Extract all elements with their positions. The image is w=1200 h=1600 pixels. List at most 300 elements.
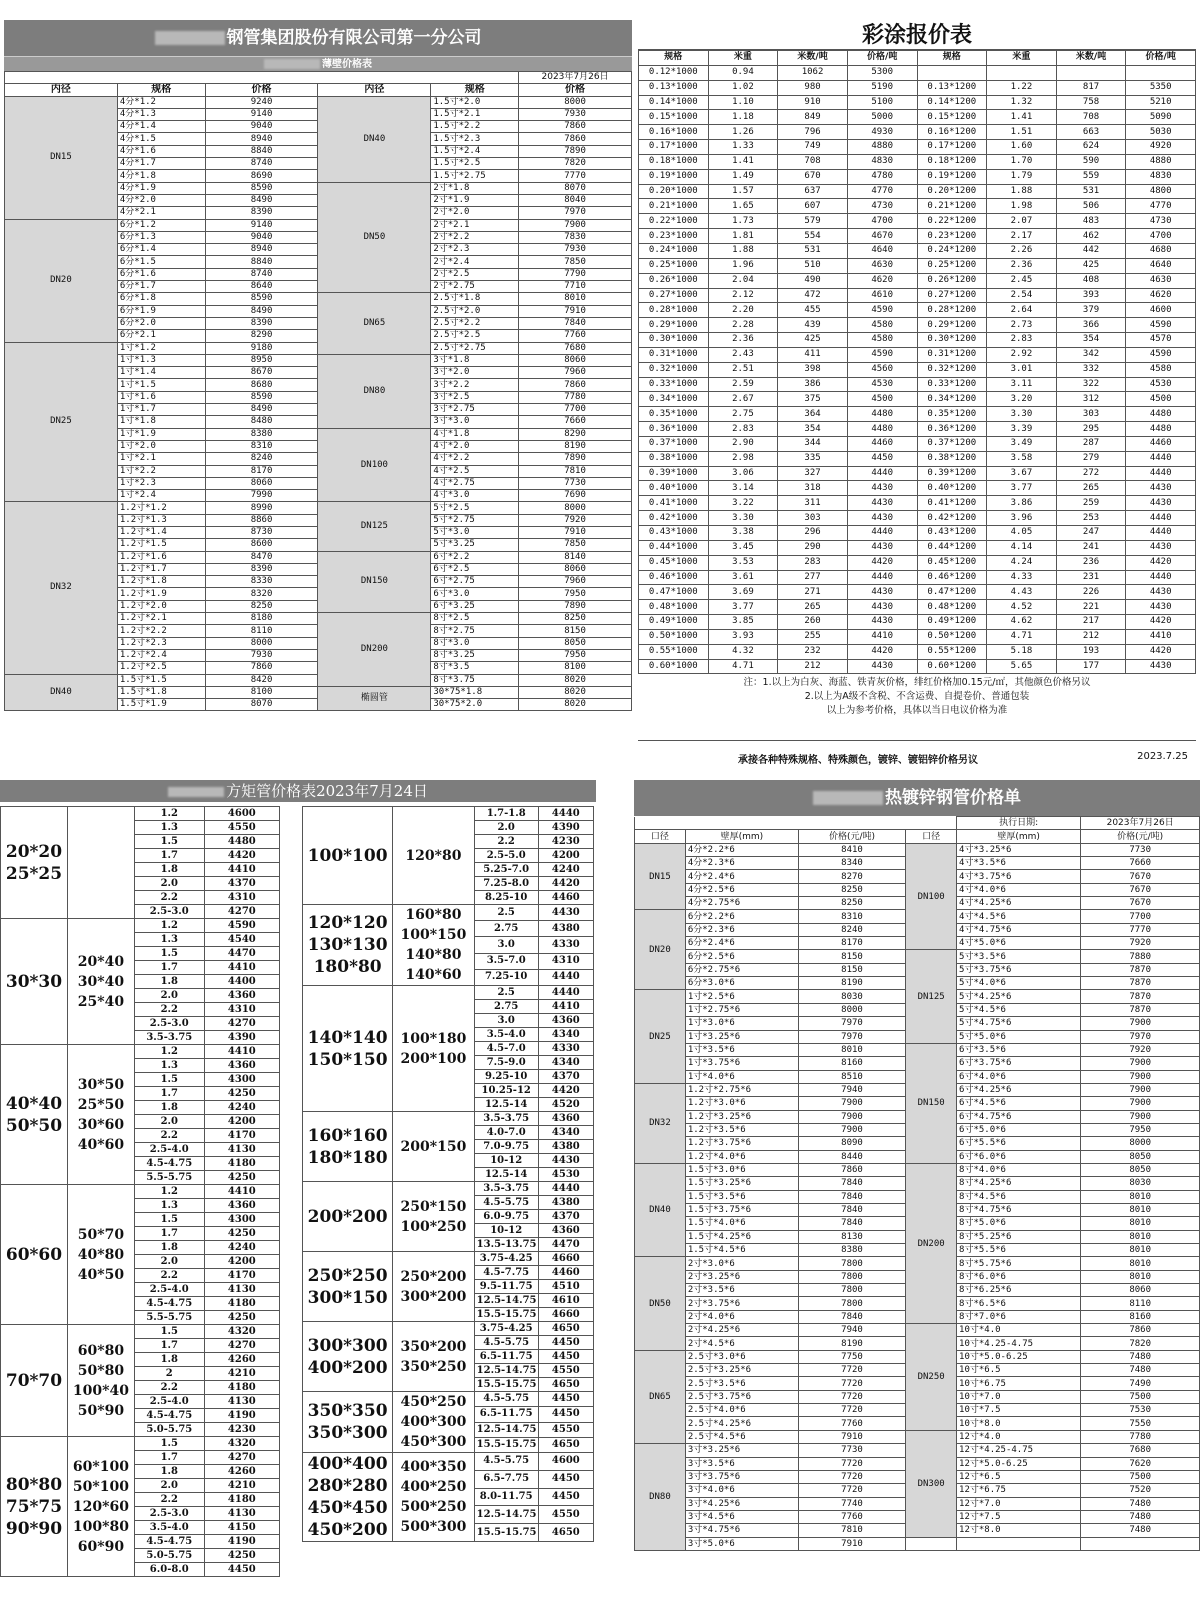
table-cell: 4430 bbox=[847, 540, 917, 555]
size-group-cell: DN40 bbox=[5, 674, 118, 711]
table-row bbox=[303, 1252, 594, 1266]
table-cell: 0.32*1000 bbox=[639, 362, 709, 377]
price-cell: 7930 bbox=[519, 244, 632, 256]
spec-cell: 2寸*2.75 bbox=[431, 281, 519, 293]
price-cell: 7900 bbox=[1081, 1110, 1200, 1123]
table-row bbox=[639, 466, 1196, 481]
price-cell: 4380 bbox=[538, 921, 593, 937]
price-cell: 8070 bbox=[205, 699, 318, 711]
size-cell: 300*300 400*200 bbox=[303, 1322, 393, 1392]
table-row bbox=[639, 540, 1196, 555]
table-row bbox=[639, 303, 1196, 318]
thickness-cell: 1.2 bbox=[134, 1185, 204, 1199]
price-cell: 8380 bbox=[798, 1244, 905, 1257]
size-group-cell: DN200 bbox=[318, 613, 431, 687]
table-cell: 0.50*1000 bbox=[639, 629, 709, 644]
galvanized-title: 热镀锌钢管价格单 bbox=[634, 780, 1200, 816]
table-cell: 4410 bbox=[1126, 629, 1196, 644]
spec-cell: 5寸*2.5 bbox=[431, 502, 519, 514]
spec-cell: 1.2寸*1.7 bbox=[117, 563, 205, 575]
price-cell: 4370 bbox=[538, 1210, 593, 1224]
price-cell: 7960 bbox=[519, 576, 632, 588]
price-cell: 8600 bbox=[205, 539, 318, 551]
spec-cell: 1.2寸*2.75*6 bbox=[685, 1083, 798, 1096]
table-cell: 0.46*1200 bbox=[917, 570, 987, 585]
spec-cell: 1寸*2.0 bbox=[117, 440, 205, 452]
column-header: 价格 bbox=[519, 84, 632, 96]
price-cell: 7750 bbox=[798, 1350, 905, 1363]
table-cell: 386 bbox=[778, 377, 848, 392]
spec-cell: 5寸*3.25 bbox=[431, 539, 519, 551]
table-cell: 4730 bbox=[1126, 214, 1196, 229]
table-cell: 0.39*1200 bbox=[917, 466, 987, 481]
table-cell: 0.44*1000 bbox=[639, 540, 709, 555]
spec-cell: 1寸*1.3 bbox=[117, 354, 205, 366]
spec-cell: 4寸*2.5 bbox=[431, 465, 519, 477]
price-cell: 7660 bbox=[519, 416, 632, 428]
table-row bbox=[639, 110, 1196, 125]
table-cell: 490 bbox=[778, 273, 848, 288]
table-row bbox=[1, 919, 280, 933]
table-row bbox=[1, 807, 280, 821]
table-cell: 5000 bbox=[847, 110, 917, 125]
spec-cell: 6分*2.3*6 bbox=[685, 923, 798, 936]
table-cell: 212 bbox=[778, 659, 848, 674]
table-cell: 0.12*1000 bbox=[639, 65, 709, 80]
price-cell: 7910 bbox=[798, 1537, 905, 1550]
price-cell: 4650 bbox=[538, 1437, 593, 1452]
price-cell: 8160 bbox=[1081, 1310, 1200, 1323]
table-cell: 1062 bbox=[778, 65, 848, 80]
size-cell: 400*400 280*280 450*450 450*200 bbox=[303, 1453, 393, 1542]
size-group-cell: 椭圆管 bbox=[318, 686, 431, 711]
table-cell: 579 bbox=[778, 214, 848, 229]
table-cell: 1.32 bbox=[987, 95, 1057, 110]
thickness-cell: 15.5-15.75 bbox=[474, 1524, 538, 1542]
table-cell: 3.58 bbox=[987, 451, 1057, 466]
price-cell: 4130 bbox=[204, 1283, 279, 1297]
spec-cell: 8寸*4.5*6 bbox=[957, 1190, 1081, 1203]
table-cell: 4430 bbox=[847, 511, 917, 526]
size-group-cell: DN40 bbox=[635, 1163, 686, 1256]
table-cell: 3.39 bbox=[987, 422, 1057, 437]
spec-cell: 3寸*3.25*6 bbox=[685, 1444, 798, 1457]
empty-cell bbox=[1081, 1537, 1200, 1550]
column-header: 内径 bbox=[318, 84, 431, 96]
table-cell: 0.15*1000 bbox=[639, 110, 709, 125]
price-cell: 4270 bbox=[204, 905, 279, 919]
price-cell: 4130 bbox=[204, 1143, 279, 1157]
price-cell: 8010 bbox=[519, 293, 632, 305]
price-cell: 8000 bbox=[205, 637, 318, 649]
table-cell: 1.65 bbox=[708, 199, 778, 214]
price-cell: 4190 bbox=[204, 1535, 279, 1549]
table-cell: 0.14*1200 bbox=[917, 95, 987, 110]
table-cell: 4430 bbox=[1126, 496, 1196, 511]
table-cell: 260 bbox=[778, 615, 848, 630]
size-cell: 20*20 25*25 bbox=[1, 807, 68, 919]
table-cell: 2.67 bbox=[708, 392, 778, 407]
spec-cell: 2寸*1.8 bbox=[431, 182, 519, 194]
table-row bbox=[639, 555, 1196, 570]
table-cell: 708 bbox=[778, 154, 848, 169]
spec-cell: 6分*2.1 bbox=[117, 330, 205, 342]
price-cell: 7840 bbox=[798, 1177, 905, 1190]
table-cell: 4440 bbox=[1126, 451, 1196, 466]
spec-cell: 8寸*3.75 bbox=[431, 674, 519, 686]
price-cell: 4650 bbox=[538, 1524, 593, 1542]
alt-size-cell: 50*70 40*80 40*50 bbox=[67, 1185, 134, 1325]
thickness-cell: 1.7 bbox=[134, 1227, 204, 1241]
table-cell: 0.30*1200 bbox=[917, 333, 987, 348]
table-cell: 0.14*1000 bbox=[639, 95, 709, 110]
table-row bbox=[303, 1392, 594, 1407]
table-row bbox=[635, 950, 1200, 963]
spec-cell: 4寸*2.0 bbox=[431, 440, 519, 452]
table-cell: 4430 bbox=[1126, 585, 1196, 600]
blurred-logo bbox=[155, 31, 225, 45]
thickness-cell: 1.3 bbox=[134, 821, 204, 835]
table-cell: 2.64 bbox=[987, 303, 1057, 318]
table-cell: 2.90 bbox=[708, 436, 778, 451]
size-group-cell: DN300 bbox=[906, 1430, 957, 1537]
price-cell: 8000 bbox=[519, 502, 632, 514]
price-cell: 8060 bbox=[205, 477, 318, 489]
table-cell: 0.40*1200 bbox=[917, 481, 987, 496]
price-cell: 7900 bbox=[1081, 1017, 1200, 1030]
price-cell: 8310 bbox=[798, 910, 905, 923]
table-cell: 5090 bbox=[1126, 110, 1196, 125]
thickness-cell: 3.5-3.75 bbox=[474, 1112, 538, 1126]
price-cell: 8290 bbox=[519, 428, 632, 440]
price-cell: 4450 bbox=[538, 1407, 593, 1422]
table-cell: 2.28 bbox=[708, 318, 778, 333]
table-cell: 4.14 bbox=[987, 540, 1057, 555]
size-group-cell: DN25 bbox=[635, 990, 686, 1083]
spec-cell: 4寸*2.75 bbox=[431, 477, 519, 489]
table-cell: 4680 bbox=[1126, 243, 1196, 258]
thickness-cell: 3.5-3.75 bbox=[474, 1182, 538, 1196]
price-cell: 7730 bbox=[798, 1444, 905, 1457]
price-cell: 7850 bbox=[519, 256, 632, 268]
spec-cell: 8寸*4.25*6 bbox=[957, 1177, 1081, 1190]
price-cell: 4190 bbox=[204, 1409, 279, 1423]
spec-cell: 2寸*4.5*6 bbox=[685, 1337, 798, 1350]
table-cell: 4440 bbox=[1126, 570, 1196, 585]
table-cell bbox=[1126, 65, 1196, 80]
thickness-cell: 15.5-15.75 bbox=[474, 1378, 538, 1392]
table-cell: 0.48*1200 bbox=[917, 600, 987, 615]
spec-cell: 8寸*4.0*6 bbox=[957, 1163, 1081, 1176]
square-tube-table bbox=[0, 806, 280, 1577]
price-cell: 8240 bbox=[205, 453, 318, 465]
price-cell: 4380 bbox=[538, 1196, 593, 1210]
price-cell: 4430 bbox=[538, 905, 593, 921]
table-cell: 1.02 bbox=[708, 80, 778, 95]
size-cell: 160*160 180*180 bbox=[303, 1112, 393, 1182]
price-cell: 8240 bbox=[798, 923, 905, 936]
price-cell: 4300 bbox=[204, 1073, 279, 1087]
spec-cell: 1.2寸*3.75*6 bbox=[685, 1137, 798, 1150]
table-cell: 4600 bbox=[1126, 303, 1196, 318]
table-cell: 1.26 bbox=[708, 125, 778, 140]
table-cell: 265 bbox=[1056, 481, 1126, 496]
price-cell: 7720 bbox=[798, 1457, 905, 1470]
thickness-cell: 3.5-7.0 bbox=[474, 953, 538, 969]
price-cell: 9140 bbox=[205, 108, 318, 120]
spec-cell: 1.5寸*3.5*6 bbox=[685, 1190, 798, 1203]
table-cell: 1.22 bbox=[987, 80, 1057, 95]
table-row bbox=[639, 273, 1196, 288]
price-cell: 4440 bbox=[538, 969, 593, 985]
color-coated-table bbox=[638, 50, 1196, 674]
spec-cell: 1.2寸*1.9 bbox=[117, 588, 205, 600]
thickness-cell: 4.5-5.75 bbox=[474, 1453, 538, 1471]
thickness-cell: 5.25-7.0 bbox=[474, 863, 538, 877]
table-cell: 408 bbox=[1056, 273, 1126, 288]
table-cell: 0.55*1000 bbox=[639, 644, 709, 659]
price-cell: 4470 bbox=[538, 1238, 593, 1252]
price-cell: 7760 bbox=[798, 1510, 905, 1523]
table-row bbox=[1, 1325, 280, 1339]
table-row bbox=[639, 65, 1196, 80]
table-cell: 1.70 bbox=[987, 154, 1057, 169]
table-cell: 3.67 bbox=[987, 466, 1057, 481]
table-cell: 0.36*1000 bbox=[639, 422, 709, 437]
price-cell: 7520 bbox=[1081, 1484, 1200, 1497]
spec-cell: 2寸*4.0*6 bbox=[685, 1310, 798, 1323]
price-cell: 8840 bbox=[205, 145, 318, 157]
table-row bbox=[639, 333, 1196, 348]
spec-cell: 2寸*2.4 bbox=[431, 256, 519, 268]
price-cell: 7840 bbox=[798, 1190, 905, 1203]
price-cell: 7860 bbox=[519, 121, 632, 133]
price-cell: 8170 bbox=[798, 937, 905, 950]
spec-cell: 12寸*4.25-4.75 bbox=[957, 1444, 1081, 1457]
table-cell: 4.43 bbox=[987, 585, 1057, 600]
thickness-cell: 2.0 bbox=[474, 821, 538, 835]
table-cell: 253 bbox=[1056, 511, 1126, 526]
table-row bbox=[303, 1453, 594, 1471]
spec-cell: 3寸*5.0*6 bbox=[685, 1537, 798, 1550]
table-cell: 3.77 bbox=[987, 481, 1057, 496]
spec-cell: 5寸*3.0 bbox=[431, 526, 519, 538]
spec-cell: 12寸*5.0-6.25 bbox=[957, 1457, 1081, 1470]
price-cell: 4360 bbox=[204, 989, 279, 1003]
table-cell: 4480 bbox=[847, 407, 917, 422]
thickness-cell: 4.5-4.75 bbox=[134, 1409, 204, 1423]
spec-cell: 4分*1.6 bbox=[117, 145, 205, 157]
thickness-cell: 4.5-5.75 bbox=[474, 1392, 538, 1407]
thickness-cell: 1.8 bbox=[134, 1353, 204, 1367]
alt-size-cell: 450*250 400*300 450*300 bbox=[393, 1392, 474, 1453]
size-group-cell: DN50 bbox=[635, 1257, 686, 1350]
price-cell: 4240 bbox=[538, 863, 593, 877]
spec-cell: 6寸*4.0*6 bbox=[957, 1070, 1081, 1083]
table-cell: 0.55*1200 bbox=[917, 644, 987, 659]
price-cell: 4610 bbox=[538, 1294, 593, 1308]
table-cell: 1.79 bbox=[987, 169, 1057, 184]
spec-cell: 1.5寸*2.1 bbox=[431, 108, 519, 120]
table-cell: 335 bbox=[778, 451, 848, 466]
thickness-cell: 10.25-12 bbox=[474, 1084, 538, 1098]
thickness-cell: 4.5-4.75 bbox=[134, 1535, 204, 1549]
price-cell: 8680 bbox=[205, 379, 318, 391]
table-cell: 4590 bbox=[847, 303, 917, 318]
table-cell: 0.19*1000 bbox=[639, 169, 709, 184]
table-cell: 0.36*1200 bbox=[917, 422, 987, 437]
thickness-cell: 9.25-10 bbox=[474, 1070, 538, 1084]
spec-cell: 12寸*7.0 bbox=[957, 1497, 1081, 1510]
price-cell: 7900 bbox=[1081, 1083, 1200, 1096]
table-row bbox=[639, 347, 1196, 362]
price-cell: 8000 bbox=[519, 96, 632, 108]
table-cell: 4430 bbox=[847, 496, 917, 511]
size-group-cell: DN32 bbox=[5, 502, 118, 674]
size-group-cell: DN50 bbox=[318, 182, 431, 293]
table-row bbox=[639, 199, 1196, 214]
price-cell: 4660 bbox=[538, 1252, 593, 1266]
alt-size-cell: 60*80 50*80 100*40 50*90 bbox=[67, 1325, 134, 1437]
price-cell: 4210 bbox=[204, 1367, 279, 1381]
price-cell: 4450 bbox=[538, 1392, 593, 1407]
table-cell: 0.27*1200 bbox=[917, 288, 987, 303]
table-cell bbox=[1056, 65, 1126, 80]
table-cell: 0.60*1000 bbox=[639, 659, 709, 674]
price-cell: 4420 bbox=[538, 1084, 593, 1098]
table-cell: 4460 bbox=[1126, 436, 1196, 451]
table-row bbox=[639, 644, 1196, 659]
table-cell: 4780 bbox=[847, 169, 917, 184]
spec-cell: 3寸*3.5*6 bbox=[685, 1457, 798, 1470]
table-row bbox=[639, 422, 1196, 437]
column-header: 米重 bbox=[708, 51, 778, 66]
thickness-cell: 2.5-3.0 bbox=[134, 905, 204, 919]
spec-cell: 1寸*1.9 bbox=[117, 428, 205, 440]
table-cell: 0.41*1200 bbox=[917, 496, 987, 511]
thin-wall-price-panel bbox=[4, 20, 632, 778]
spec-cell: 30*75*2.0 bbox=[431, 699, 519, 711]
table-cell: 4880 bbox=[1126, 154, 1196, 169]
table-cell: 4430 bbox=[847, 585, 917, 600]
table-cell: 4480 bbox=[1126, 422, 1196, 437]
table-row bbox=[303, 1322, 594, 1336]
table-cell: 2.36 bbox=[987, 258, 1057, 273]
price-cell: 9040 bbox=[205, 121, 318, 133]
thickness-cell: 1.7-1.8 bbox=[474, 807, 538, 821]
size-group-cell: DN25 bbox=[5, 342, 118, 502]
thickness-cell: 4.5-7.75 bbox=[474, 1266, 538, 1280]
footer-date: 2023.7.25 bbox=[1137, 751, 1188, 763]
thickness-cell: 2.0 bbox=[134, 989, 204, 1003]
table-cell: 4.71 bbox=[708, 659, 778, 674]
table-cell: 4930 bbox=[847, 125, 917, 140]
table-cell: 0.35*1000 bbox=[639, 407, 709, 422]
price-cell: 7900 bbox=[1081, 1070, 1200, 1083]
table-cell: 4.33 bbox=[987, 570, 1057, 585]
table-cell: 1.96 bbox=[708, 258, 778, 273]
spec-cell: 10寸*4.25-4.75 bbox=[957, 1337, 1081, 1350]
thickness-cell: 1.7 bbox=[134, 849, 204, 863]
price-cell: 8410 bbox=[798, 843, 905, 856]
table-cell: 4590 bbox=[847, 347, 917, 362]
spec-cell: 3寸*3.75*6 bbox=[685, 1470, 798, 1483]
size-group-cell: DN40 bbox=[318, 96, 431, 182]
spec-cell: 6寸*3.0 bbox=[431, 588, 519, 600]
price-cell: 4470 bbox=[204, 947, 279, 961]
price-cell: 4330 bbox=[538, 1042, 593, 1056]
spec-cell: 2.5寸*4.0*6 bbox=[685, 1404, 798, 1417]
table-cell: 236 bbox=[1056, 555, 1126, 570]
spec-cell: 2.5寸*2.75 bbox=[431, 342, 519, 354]
note-2: 2.以上为A级不含税、不含运费、自提卷价、普通包装 bbox=[804, 691, 1030, 703]
table-cell: 226 bbox=[1056, 585, 1126, 600]
price-cell: 7900 bbox=[798, 1097, 905, 1110]
thickness-cell: 2.75 bbox=[474, 921, 538, 937]
alt-size-cell: 30*50 25*50 30*60 40*60 bbox=[67, 1045, 134, 1185]
thickness-cell: 3.5-4.0 bbox=[474, 1028, 538, 1042]
price-cell: 7700 bbox=[519, 404, 632, 416]
table-row bbox=[639, 407, 1196, 422]
table-cell: 5.65 bbox=[987, 659, 1057, 674]
table-row bbox=[639, 184, 1196, 199]
table-cell: 312 bbox=[1056, 392, 1126, 407]
spec-cell: 4分*1.2 bbox=[117, 96, 205, 108]
table-cell: 4440 bbox=[847, 570, 917, 585]
spec-cell: 6寸*3.25 bbox=[431, 600, 519, 612]
table-cell: 2.04 bbox=[708, 273, 778, 288]
table-row bbox=[1, 1185, 280, 1199]
table-cell: 303 bbox=[778, 511, 848, 526]
price-cell: 4210 bbox=[204, 1479, 279, 1493]
thickness-cell: 1.3 bbox=[134, 933, 204, 947]
blurred-logo bbox=[813, 791, 883, 805]
price-cell: 4480 bbox=[204, 835, 279, 849]
price-cell: 7660 bbox=[1081, 857, 1200, 870]
price-cell: 7950 bbox=[1081, 1123, 1200, 1136]
table-cell: 0.25*1000 bbox=[639, 258, 709, 273]
price-cell: 7680 bbox=[1081, 1444, 1200, 1457]
column-header: 规格 bbox=[639, 51, 709, 66]
table-cell: 4500 bbox=[847, 392, 917, 407]
table-cell: 0.19*1200 bbox=[917, 169, 987, 184]
price-cell: 8250 bbox=[519, 613, 632, 625]
table-cell: 4.71 bbox=[987, 629, 1057, 644]
table-cell: 3.45 bbox=[708, 540, 778, 555]
spec-cell: 1寸*1.5 bbox=[117, 379, 205, 391]
spec-cell: 1.2寸*2.5 bbox=[117, 662, 205, 674]
table-cell: 0.45*1000 bbox=[639, 555, 709, 570]
spec-cell: 12寸*7.5 bbox=[957, 1510, 1081, 1523]
price-cell: 7760 bbox=[798, 1417, 905, 1430]
price-cell: 8670 bbox=[205, 367, 318, 379]
price-cell: 7480 bbox=[1081, 1510, 1200, 1523]
table-cell: 0.47*1200 bbox=[917, 585, 987, 600]
price-cell: 7800 bbox=[798, 1297, 905, 1310]
table-cell: 442 bbox=[1056, 243, 1126, 258]
spec-cell: 1寸*2.5*6 bbox=[685, 990, 798, 1003]
spec-cell: 6寸*5.0*6 bbox=[957, 1123, 1081, 1136]
price-cell: 7910 bbox=[519, 305, 632, 317]
price-cell: 4130 bbox=[204, 1395, 279, 1409]
thickness-cell: 3.0 bbox=[474, 937, 538, 953]
price-cell: 8150 bbox=[798, 963, 905, 976]
spec-cell: 2寸*2.1 bbox=[431, 219, 519, 231]
thickness-cell: 1.7 bbox=[134, 1087, 204, 1101]
spec-cell: 1.2寸*2.0 bbox=[117, 600, 205, 612]
spec-cell: 5寸*3.75*6 bbox=[957, 963, 1081, 976]
spec-cell: 1.2寸*3.0*6 bbox=[685, 1097, 798, 1110]
